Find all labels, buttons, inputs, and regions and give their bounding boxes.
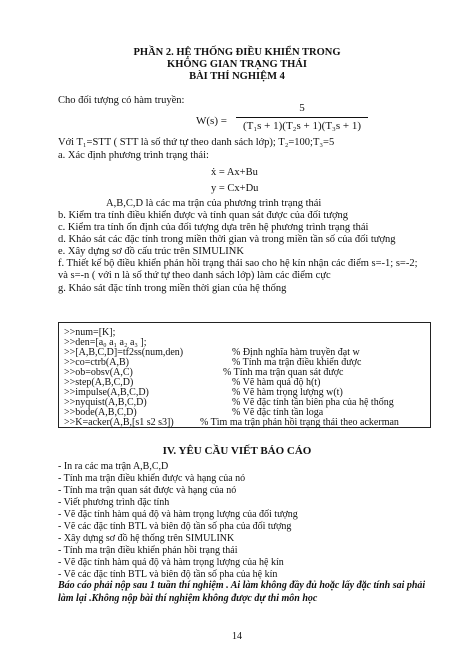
intro-text: Cho đối tượng có hàm truyền:: [58, 95, 185, 106]
report-item: - In ra các ma trận A,B,C,D: [58, 461, 169, 472]
transfer-function-fraction: [236, 102, 368, 133]
report-item: - Viết phương trình đặc tính: [58, 497, 170, 508]
parameters-text: Với T₁=STT ( STT là số thứ tự theo danh sách lớp); T₂=100;T₃=5: [58, 137, 335, 148]
report-item: - Vẽ các đặc tính BTL và biên độ tần số pha của hệ kín: [58, 569, 278, 580]
task-c: c. Kiểm tra tính ổn định của đối tượng dựa trên hệ phương trình trạng thái: [58, 222, 369, 233]
report-item: - Xây dựng sơ đồ hệ thống trên SIMULINK: [58, 533, 235, 544]
task-d: d. Khảo sát các đặc tính trong miền thời gian và trong miền tần số của đối tượng: [58, 234, 396, 245]
task-b: b. Kiểm tra tính điều khiển được và tính quan sát được của đối tượng: [58, 210, 349, 221]
code-comment: % Vẽ hàm quá độ h(t): [232, 377, 321, 388]
transfer-function: [196, 102, 436, 142]
lab-title: BÀI THÍ NGHIỆM 4: [189, 71, 285, 82]
code-line: >>K=acker(A,B,[s1 s2 s3]): [64, 417, 174, 428]
fraction-bar: [236, 117, 368, 118]
code-line: >>[A,B,C,D]=tf2ss(num,den): [64, 347, 184, 358]
code-line: >>den=[a₀ a₁ a₂ a₃ ];: [64, 337, 147, 348]
report-item: - Vẽ các đặc tính BTL và biên độ tần số pha của đối tượng: [58, 521, 292, 532]
report-item: - Tính ma trận điều khiển phản hồi trạng thái: [58, 545, 238, 556]
report-item: - Vẽ đặc tính hàm quá độ và hàm trọng lượng của đối tượng: [58, 509, 298, 520]
code-comment: % Tính ma trận quan sát được: [223, 367, 344, 378]
transfer-function-numerator: 5: [299, 102, 305, 114]
code-line: >>impulse(A,B,C,D): [64, 387, 149, 398]
code-line: >>step(A,B,C,D): [64, 377, 134, 388]
transfer-function-lhs: W(s) =: [196, 115, 227, 127]
code-line: >>ob=obsv(A,C): [64, 367, 133, 378]
report-heading: IV. YÊU CẦU VIẾT BÁO CÁO: [162, 445, 312, 457]
report-item: - Tính ma trận điều khiển được và hạng của nó: [58, 473, 246, 484]
transfer-function-denominator: (T₁s + 1)(T₂s + 1)(T₃s + 1): [242, 120, 362, 132]
code-line: >>num=[K];: [64, 327, 116, 338]
part-subtitle: KHÔNG GIAN TRẠNG THÁI: [167, 59, 307, 70]
page-number: 14: [232, 631, 242, 642]
code-comment: % Định nghĩa hàm truyền đạt w: [232, 347, 360, 358]
report-item: - Vẽ đặc tính hàm quá độ và hàm trọng lượng của hệ kín: [58, 557, 284, 568]
code-line: >>nyquist(A,B,C,D): [64, 397, 147, 408]
code-comment: % Tính ma trận điều khiển được: [232, 357, 362, 368]
part-title: PHẦN 2. HỆ THỐNG ĐIỀU KHIỂN TRONG: [133, 47, 341, 58]
code-comment: % Vẽ đặc tính tần biên pha của hệ thống: [232, 397, 394, 408]
state-equation: ẋ = Ax+Bu: [211, 167, 258, 178]
report-item: - Tính ma trận quan sát được và hạng của nó: [58, 485, 237, 496]
code-comment: % Vẽ hàm trọng lượng w(t): [232, 387, 343, 398]
task-g: g. Khảo sát đặc tính trong miền thời gian của hệ thống: [58, 283, 287, 294]
matlab-code-box: [58, 322, 431, 428]
code-line: >>co=ctrb(A,B): [64, 357, 129, 368]
abcd-description: A,B,C,D là các ma trận của phương trình trạng thái: [106, 198, 322, 209]
code-comment: % Vẽ đặc tính tần loga: [232, 407, 324, 418]
output-equation: y = Cx+Du: [211, 183, 259, 194]
code-comment: % Tìm ma trận phản hồi trạng thái theo ackerman: [200, 417, 399, 428]
task-e: e. Xây dựng sơ đồ cấu trúc trên SIMULINK: [58, 246, 244, 257]
code-line: >>bode(A,B,C,D): [64, 407, 137, 418]
task-a: a. Xác định phương trình trạng thái:: [58, 150, 209, 161]
submission-note: Báo cáo phải nộp sau 1 tuần thí nghiệm . Ai làm không đầy đủ hoặc lấy đặc tính sai phải làm lại .Không nộp bài thí nghiệm không được dự thi môn học: [58, 580, 426, 604]
task-f: f. Thiết kế bộ điều khiển phản hồi trạng thái sao cho hệ kín nhận các điểm s=-1; s=-2;: [58, 258, 418, 269]
task-f-continued: và s=-n ( với n là số thứ tự theo danh sách lớp) làm các điểm cực: [58, 270, 331, 281]
